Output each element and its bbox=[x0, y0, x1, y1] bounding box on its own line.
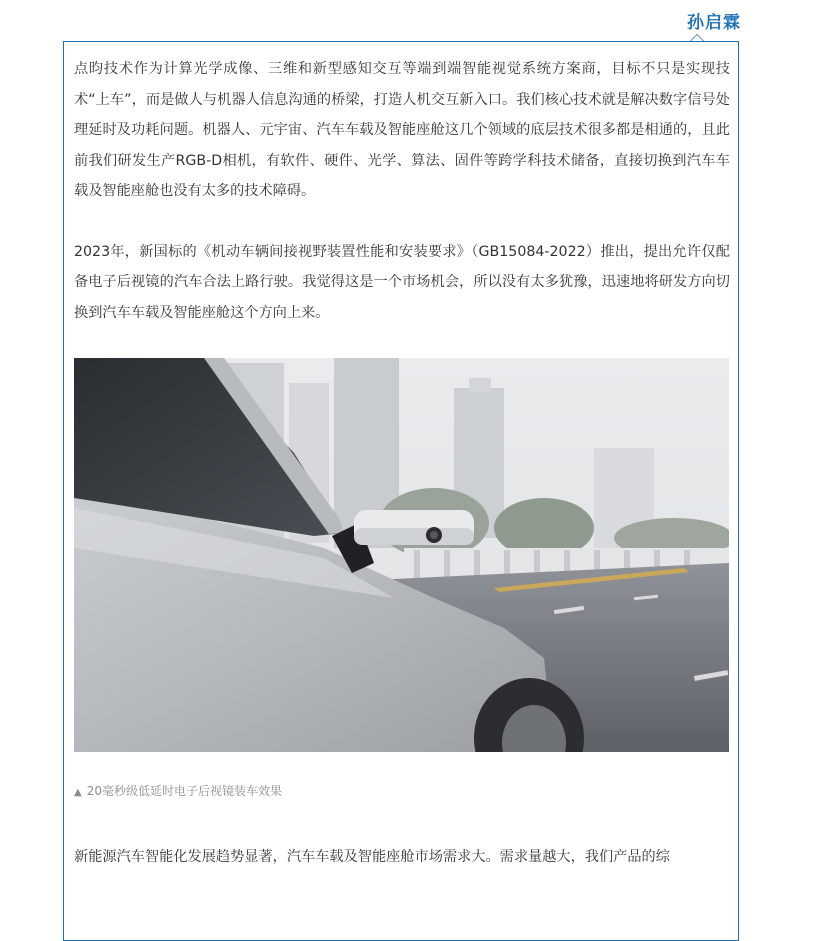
author-name: 孙启霖 bbox=[687, 13, 741, 33]
article-paragraph: 2023年，新国标的《机动车辆间接视野装置性能和安装要求》（GB15084-2022）推出，提出允许仅配备电子后视镜的汽车合法上路行驶。我觉得这是一个市场机会，所以没有太多犹豫，迅速地将研发方向切换到汽车车载及智能座舱这个方向上来。 bbox=[74, 243, 730, 321]
image-caption bbox=[74, 782, 730, 802]
image-caption-text: 20毫秒级低延时电子后视镜装车效果 bbox=[86, 784, 282, 798]
article-content bbox=[74, 54, 730, 873]
author-notch-decoration bbox=[690, 34, 704, 41]
caption-triangle-icon: ▲ bbox=[74, 787, 82, 798]
article-photo-car-electronic-mirror bbox=[74, 358, 729, 752]
article-paragraph: 新能源汽车智能化发展趋势显著，汽车车载及智能座舱市场需求大。需求量越大，我们产品的综 bbox=[74, 849, 670, 865]
article-paragraph: 点昀技术作为计算光学成像、三维和新型感知交互等端到端智能视觉系统方案商，目标不只是实现技术“上车”，而是做人与机器人信息沟通的桥梁，打造人机交互新入口。我们核心技术就是解决数字信号处理延时及功耗问题。机器人、元宇宙、汽车车载及智能座舱这几个领域的底层技术很多都是相通的，且此前我们研发生产RGB-D相机，有软件、硬件、光学、算法、固件等跨学科技术储备，直接切换到汽车车载及智能座舱也没有太多的技术障碍。 bbox=[74, 61, 730, 199]
